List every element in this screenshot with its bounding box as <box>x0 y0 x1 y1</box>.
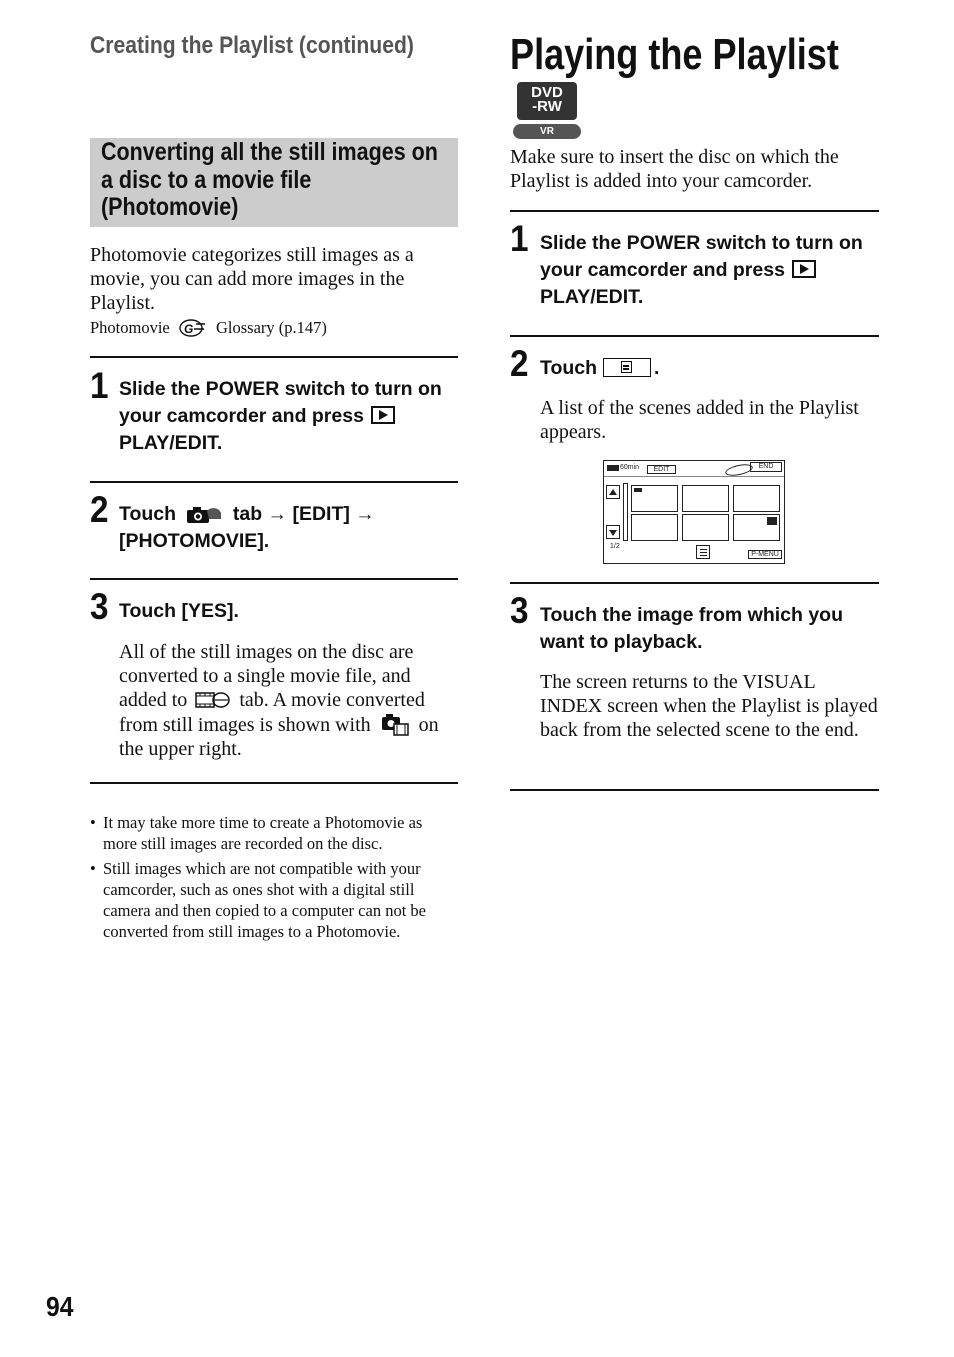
page-title: Playing the Playlist <box>510 30 839 79</box>
step-description: The screen returns to the VISUAL INDEX screen when the Playlist is played back from the selected scene to the end. <box>540 671 878 741</box>
page-indicator: 1/2 <box>610 543 620 550</box>
step-number: 2 <box>90 489 109 530</box>
section-title: Converting all the still images on a disc to a movie file (Photomovie) <box>101 138 438 221</box>
battery-time: 60min <box>620 464 640 471</box>
svg-text:G: G <box>183 322 194 336</box>
glossary-line <box>90 317 327 338</box>
scene-thumbnail <box>682 514 729 541</box>
camera-tab-icon <box>185 503 223 525</box>
playlist-button-icon <box>603 358 651 377</box>
step-instruction: Slide the POWER switch to turn on your camcorder and press PLAY/EDIT. <box>119 378 442 454</box>
scene-thumbnail <box>733 514 780 541</box>
divider <box>90 356 458 358</box>
intro-text: Make sure to insert the disc on which the Playlist is added into your camcorder. <box>510 146 839 192</box>
film-tab-icon <box>194 690 232 710</box>
play-icon <box>792 260 816 278</box>
step-instruction: Touch [YES]. <box>119 600 239 622</box>
page-number: 94 <box>46 1291 74 1322</box>
divider <box>90 481 458 483</box>
notes-list <box>90 812 458 946</box>
play-icon <box>371 406 395 424</box>
scene-thumbnail <box>733 485 780 512</box>
step-number: 2 <box>510 343 529 384</box>
playlist-icon <box>696 545 710 559</box>
scroll-down-button <box>606 525 620 539</box>
lcd-screen-illustration <box>603 460 785 564</box>
step-instruction: Slide the POWER switch to turn on your camcorder and press PLAY/EDIT. <box>540 232 863 308</box>
step-description: A list of the scenes added in the Playlist appears. <box>540 397 859 443</box>
divider <box>510 210 879 212</box>
scrollbar <box>623 483 628 541</box>
divider <box>510 582 879 584</box>
step-number: 1 <box>510 218 529 259</box>
photomovie-icon <box>378 712 412 736</box>
step-description: All of the still images on the disc are converted to a single movie file, and added to tab. A movie converted from still images is shown with on the upper right. <box>119 641 439 760</box>
continued-title: Creating the Playlist (continued) <box>90 32 414 59</box>
step-instruction: Touch the image from which you want to playback. <box>540 604 843 653</box>
step-number: 3 <box>510 590 529 631</box>
divider <box>90 578 458 580</box>
dvd-rw-badge: DVD -RW <box>517 82 577 120</box>
scene-thumbnail <box>631 485 678 512</box>
section-header-box <box>90 138 458 227</box>
scroll-up-button <box>606 485 620 499</box>
list-item: • Still images which are not compatible with your camcorder, such as ones shot with a digital still camera and then copied to a computer can not be converted from still images to a Photomovie. <box>90 858 458 942</box>
divider <box>510 789 879 791</box>
divider <box>510 335 879 337</box>
step-instruction: Touch tab → [EDIT] → [PHOTOMOVIE]. <box>119 503 375 552</box>
list-item: • It may take more time to create a Photomovie as more still images are recorded on the disc. <box>90 812 458 854</box>
glossary-icon <box>178 318 208 338</box>
glossary-ref: Glossary (p.147) <box>216 318 327 337</box>
step-number: 3 <box>90 586 109 627</box>
p-menu-button: P-MENU <box>748 550 782 559</box>
glossary-term: Photomovie <box>90 318 170 337</box>
end-button: END <box>750 462 782 472</box>
edit-label: EDIT <box>647 465 676 474</box>
battery-icon <box>607 465 619 471</box>
divider <box>90 782 458 784</box>
scene-thumbnail <box>631 514 678 541</box>
step-number: 1 <box>90 365 109 406</box>
step-instruction: Touch . <box>540 357 660 379</box>
vr-badge: VR <box>513 124 581 139</box>
intro-text: Photomovie categorizes still images as a movie, you can add more images in the Playlist. <box>90 244 414 314</box>
scene-thumbnail <box>682 485 729 512</box>
